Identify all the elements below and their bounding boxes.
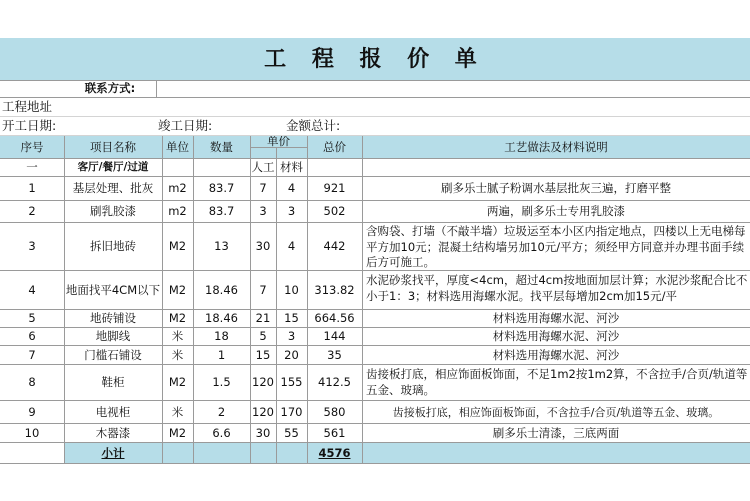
row-total: 442: [323, 239, 346, 253]
row-unit: 米: [171, 329, 184, 343]
header-unit: 单位: [166, 139, 189, 154]
row-seq: 7: [28, 347, 36, 362]
row-qty: 18: [214, 329, 229, 343]
header-price: 单价: [267, 136, 290, 147]
row-unit: M2: [168, 282, 187, 297]
row-labor: 3: [259, 204, 267, 218]
row-name: 基层处理、批灰: [72, 181, 154, 195]
subtotal-band: [64, 443, 750, 463]
total-amount-label: 金额总计:: [286, 118, 341, 133]
row-seq: 3: [28, 239, 36, 253]
row-labor: 15: [255, 347, 271, 362]
row-total: 502: [323, 204, 346, 218]
row-desc: 材料选用海螺水泥、河沙: [492, 311, 620, 325]
row-desc: 刷多乐士腻子粉调水基层批灰三遍，打磨平整: [441, 181, 671, 195]
row-name: 地砖铺设: [90, 311, 136, 325]
header-material: 材料: [280, 160, 303, 174]
row-total: 313.82: [314, 282, 355, 297]
row-desc: 齿接板打底，相应饰面板饰面，不足1m2按1m2算，不含拉手/合页/轨道等五金、玻璃。: [366, 367, 748, 397]
row-unit: 米: [171, 347, 184, 362]
row-material: 4: [287, 181, 296, 195]
header-labor: 人工: [251, 160, 275, 174]
section-seq: 一: [26, 160, 38, 174]
row-material: 170: [280, 404, 303, 419]
row-material: 55: [284, 425, 299, 440]
row-seq: 4: [28, 282, 36, 297]
row-total: 144: [323, 329, 346, 343]
row-material: 4: [287, 239, 296, 253]
header-qty: 数量: [210, 139, 233, 154]
row-labor: 30: [255, 239, 271, 253]
row-total: 35: [327, 347, 342, 362]
row-labor: 7: [259, 282, 267, 297]
row-qty: 83.7: [208, 181, 235, 195]
row-total: 664.56: [314, 311, 355, 325]
row-qty: 83.7: [208, 204, 235, 218]
header-total: 总价: [323, 139, 346, 154]
row-labor: 21: [255, 311, 271, 325]
row-seq: 2: [28, 204, 36, 218]
row-unit: M2: [168, 239, 187, 253]
row-material: 155: [280, 375, 303, 389]
row-seq: 9: [28, 404, 36, 419]
row-desc: 水泥砂浆找平，厚度<4cm，超过4cm按地面加层计算；水泥沙浆配合比不小于1：3；材料选用海螺水泥。找平层每增加2cm加15元/平: [366, 273, 748, 303]
row-material: 3: [287, 204, 296, 218]
row-name: 拆旧地砖: [90, 239, 136, 253]
header-desc: 工艺做法及材料说明: [504, 139, 608, 154]
row-name: 地脚线: [95, 329, 131, 343]
row-material: 15: [284, 311, 299, 325]
row-desc: 刷多乐士清漆，三底两面: [492, 425, 620, 440]
row-unit: M2: [168, 375, 187, 389]
row-name: 鞋柜: [101, 375, 125, 389]
row-qty: 18.46: [205, 282, 238, 297]
row-seq: 5: [28, 311, 36, 325]
row-unit: m2: [168, 204, 187, 218]
row-seq: 8: [28, 375, 36, 389]
end-date-label: 竣工日期:: [158, 118, 213, 133]
row-material: 3: [287, 329, 296, 343]
header-name: 项目名称: [90, 139, 136, 154]
row-qty: 18.46: [205, 311, 238, 325]
row-material: 10: [284, 282, 299, 297]
row-name: 地面找平4CM以下: [65, 282, 161, 297]
row-desc: 材料选用海螺水泥、河沙: [492, 347, 620, 362]
row-desc: 材料选用海螺水泥、河沙: [492, 329, 620, 343]
row-labor: 120: [252, 375, 274, 389]
row-name: 门槛石铺设: [84, 347, 142, 362]
row-unit: M2: [168, 311, 187, 325]
subtotal-value: 4576: [318, 445, 351, 460]
row-qty: 1: [217, 347, 226, 362]
row-labor: 7: [259, 181, 267, 195]
row-desc: 含购袋、打墙（不敲半墙）垃圾运至本小区内指定地点，四楼以上无电梯每平方加10元；混凝土结构墙另加10元/平方；须经甲方同意并办理书面手续后方可施工。: [366, 224, 746, 269]
row-labor: 5: [259, 329, 267, 343]
contact-label: 联系方式:: [84, 81, 136, 95]
row-material: 20: [284, 347, 299, 362]
header-seq: 序号: [20, 139, 44, 154]
row-qty: 1.5: [212, 375, 231, 389]
page-title: 工 程 报 价 单: [264, 46, 486, 72]
subtotal-label: 小计: [101, 445, 125, 460]
row-labor: 30: [255, 425, 271, 440]
row-qty: 2: [217, 404, 226, 419]
row-name: 电视柜: [95, 404, 131, 419]
row-total: 580: [323, 404, 346, 419]
start-date-label: 开工日期:: [2, 118, 57, 133]
row-unit: M2: [168, 425, 187, 440]
section-name: 客厅/餐厅/过道: [77, 161, 149, 173]
row-seq: 1: [28, 181, 36, 195]
address-label: 工程地址: [2, 99, 53, 114]
row-total: 921: [323, 181, 346, 195]
row-total: 412.5: [318, 375, 351, 389]
row-seq: 10: [24, 425, 40, 440]
row-qty: 13: [214, 239, 229, 253]
row-seq: 6: [28, 329, 36, 343]
row-total: 561: [323, 425, 346, 440]
row-qty: 6.6: [212, 425, 231, 440]
row-desc: 齿接板打底，相应饰面板饰面，不含拉手/合页/轨道等五金、玻璃。: [392, 405, 720, 419]
row-desc: 两遍，刷多乐士专用乳胶漆: [487, 204, 625, 218]
row-unit: m2: [168, 181, 187, 195]
row-unit: 米: [171, 404, 184, 419]
row-name: 刷乳胶漆: [90, 204, 136, 218]
row-labor: 120: [252, 404, 274, 419]
row-name: 木器漆: [95, 425, 131, 440]
